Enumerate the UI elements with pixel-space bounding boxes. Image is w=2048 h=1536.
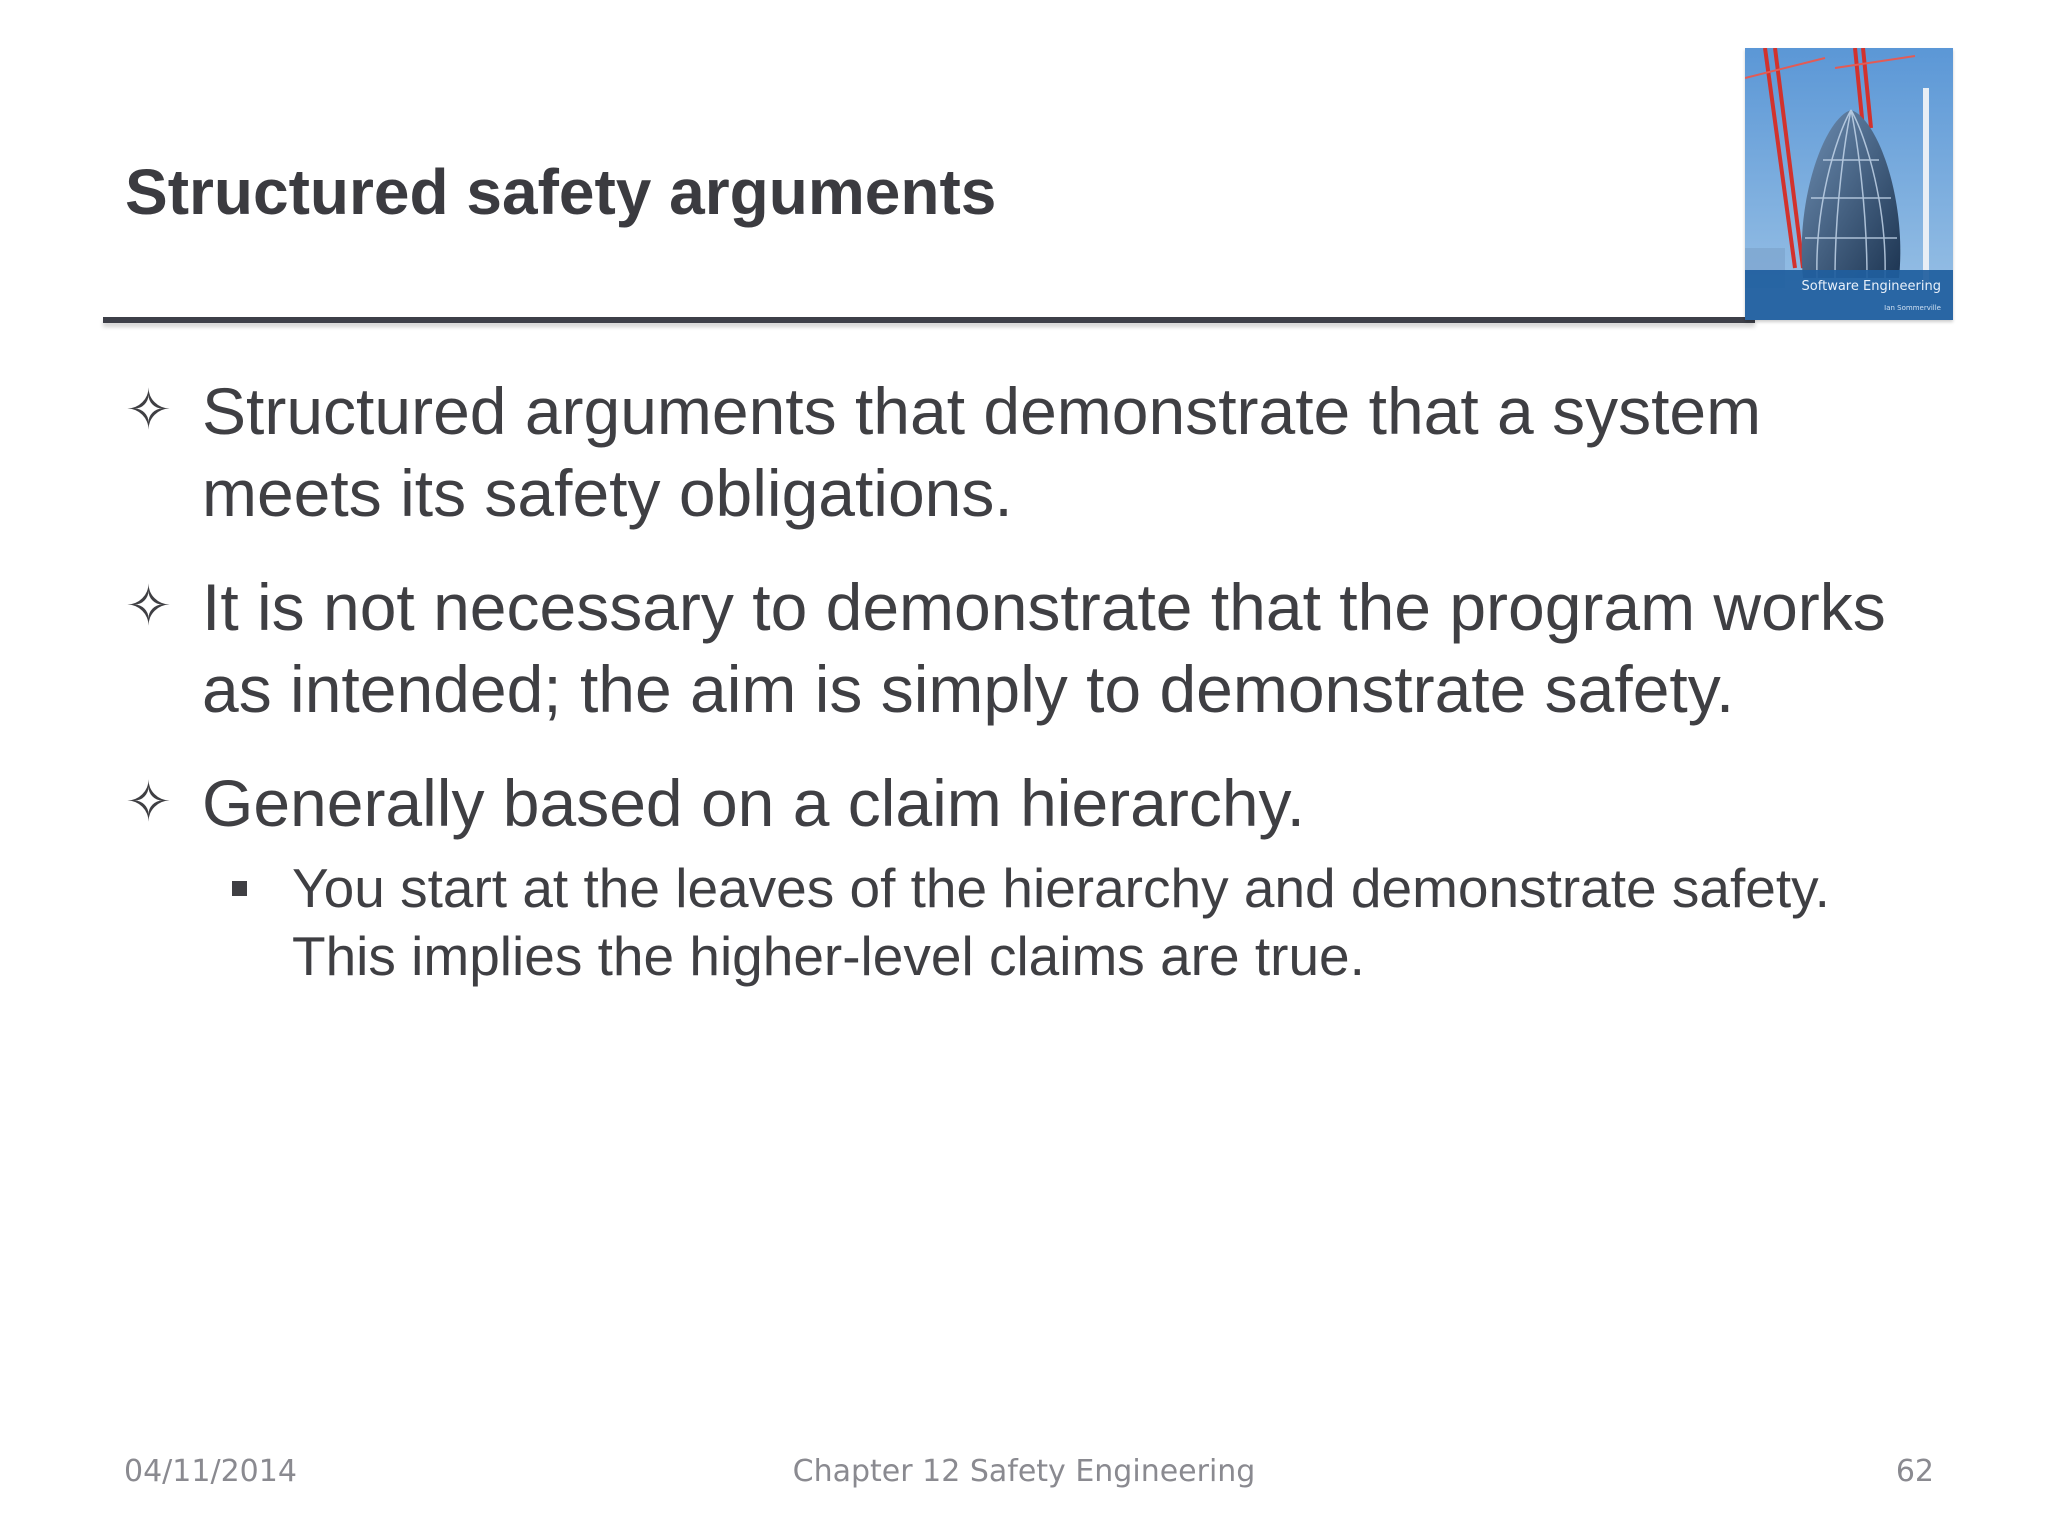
square-bullet-icon xyxy=(232,881,247,896)
slide-content xyxy=(125,370,1945,990)
bullet-text: Structured arguments that demonstrate that a system meets its safety obligations. xyxy=(202,374,1762,530)
slide-title: Structured safety arguments xyxy=(125,156,997,228)
book-cover-image xyxy=(1745,48,1953,320)
footer-date: 04/11/2014 xyxy=(124,1454,297,1489)
sub-bullet-text: You start at the leaves of the hierarchy and demonstrate safety. This implies the higher-level claims are true. xyxy=(292,857,1830,987)
sub-bullet-item xyxy=(125,854,1945,990)
bullet-item xyxy=(125,762,1945,844)
bullet-text: Generally based on a claim hierarchy. xyxy=(202,766,1305,840)
star-bullet-icon: ✧ xyxy=(125,770,172,835)
bullet-item xyxy=(125,566,1945,730)
footer-page-number: 62 xyxy=(1895,1454,1934,1489)
star-bullet-icon: ✧ xyxy=(125,378,172,443)
sub-bullet-list xyxy=(125,854,1945,990)
star-bullet-icon: ✧ xyxy=(125,574,172,639)
book-cover-title: Software Engineering xyxy=(1801,279,1941,294)
footer-chapter: Chapter 12 Safety Engineering xyxy=(792,1454,1256,1489)
bullet-text: It is not necessary to demonstrate that the program works as intended; the aim is simply to demonstrate safety. xyxy=(202,570,1886,726)
title-divider xyxy=(103,317,1755,323)
book-cover-author: Ian Sommerville xyxy=(1884,304,1941,312)
bullet-item xyxy=(125,370,1945,534)
